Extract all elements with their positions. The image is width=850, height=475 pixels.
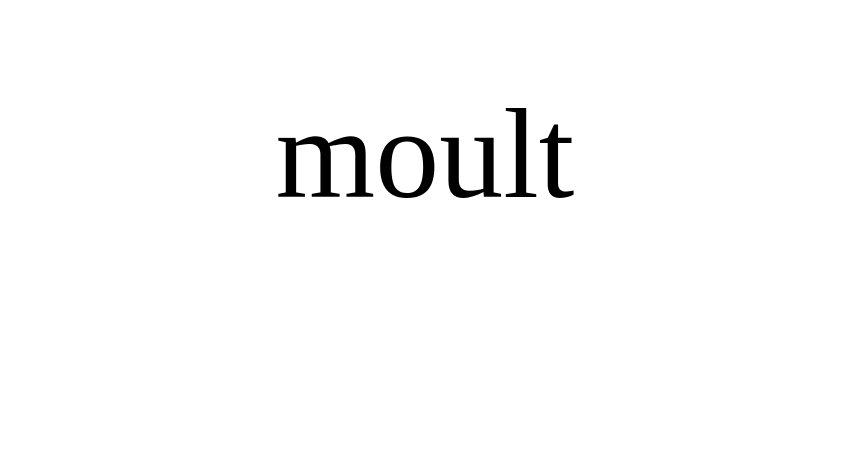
display-word: moult [275,83,575,225]
